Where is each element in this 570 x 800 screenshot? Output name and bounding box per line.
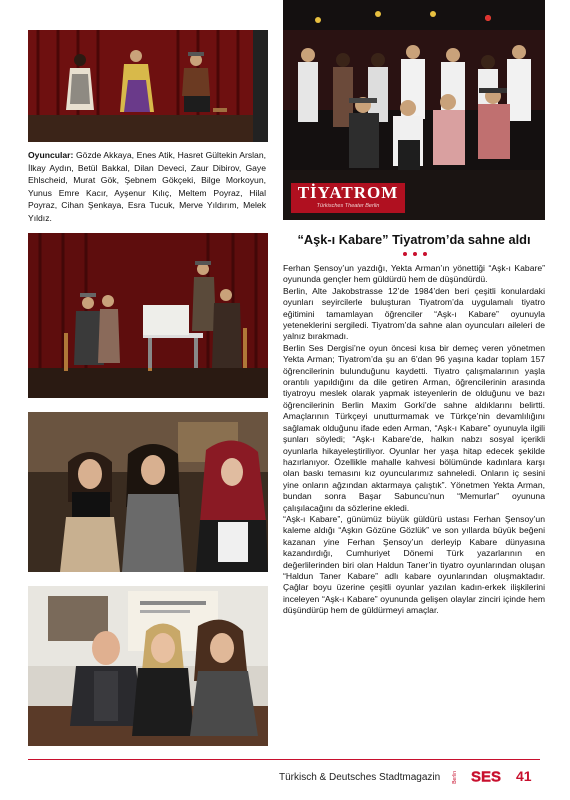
article-headline: “Aşk-ı Kabare” Tiyatrom’da sahne aldı [297,232,531,247]
logo-title: TİYATROM [297,183,399,202]
footer-berlin-label: Berlin [452,771,458,784]
photo-stage-newspaper-scene [28,233,268,398]
photo-cast-group [283,0,545,220]
article-body [283,263,545,757]
logo-subtitle: Türkisches Theater Berlin [316,203,380,209]
photo-stage-three-actors [28,30,268,142]
article-paragraph: Ferhan Şensoy’un yazdığı, Yekta Arman’ın yönettiği “Aşk-ı Kabare” oyununda gençler hem güldürdü hem de düşündürdü. [283,263,545,285]
photo-three-adults [28,586,268,746]
ses-logo [460,768,512,784]
footer-magazine-name: Türkisch & Deutsches Stadtmagazin [279,772,441,783]
article-paragraph: “Aşk-ı Kabare”, günümüz büyük güldürü ustası Ferhan Şensoy’un kaleme aldığı “Aşkın Gözüne Gözlük” ve son yıllarda büyük beğeni kazanan yine Ferhan Şensoy’un derleyip Kabare dünyasına kazandırdığı, Cumhuriyet Dönemi Türk yazarlarının en değerlilerinden biri olan Haldun Taner’in tiyatro oyunlarından oluşan “Haldun Taner Kabare” adlı kabare oyunlarından oluşmaktadır. Çağlar boyu üzerine çeşitli oyunlar yazılan kadın-erkek ilişkilerini inceleyen “Aşk-ı Kabare” oyununda gelişen olaylar zinciri içinde hem düşündürüp hem de güldürmeyi amaçlar. [283,513,545,616]
ses-logo-text: SES [470,768,502,784]
headline-divider-dots [400,251,430,257]
cast-caption [28,149,266,225]
article-paragraph: Berlin Ses Dergisi’ne oyun öncesi kısa bir demeç veren yönetmen Yekta Arman; Tiyatrom’da şu an 6’dan 96 yaşına kadar toplam 157 öğrencilerinin bulunduğunu kaydetti. Tiyatro çalışmalarının yaşla orantılı yapıldığını da dile getiren Arman, öğrencilerinin arasında tiyatroyu meslek olarak yapmak isteyenlerin de olduğunu ve bazı öğrencilerinin Berlin Maxim Gorki’de sahne aldıklarını belirtti. Amaçlarının Türkçeyi unutturmamak ve Türkçe’nin devamlılığını sağlamak olduğunu ifade eden Arman, “Aşk-ı Kabare” oyunuyla ilgili şunları söyledi; “Aşk-ı Kabare’de, halkın nabzı sosyal içerikli oyunlarla hikayeleştiriliyor. Oyunlar her yaşa hitap edecek şekilde hazırlanıyor. Özellikle mahalle kahvesi bölümünde kadınlara karşı olan baskı temasını kız oyuncularımız sahneledi. Onların iç sesini yine onların ağzından aktarmaya çalıştık”. Yönetmen Yekta Arman, bundan sonra Başar Sabuncu’nun “Memurlar” oyununa çalışılacağını da sözlerine ekledi. [283,342,545,513]
photo-three-young-women [28,412,268,572]
tiyatrom-logo [291,183,405,213]
caption-names: Gözde Akkaya, Enes Atik, Hasret Gültekin Arslan, İlkay Aydın, Betül Bakkal, Dilan Deveci, Zaur Dibirov, Gaye Ehlscheid, Murat Gök, Şebnem Gökçeki, Bilge Morkoyun, Yunus Emre Kacır, Ayşenur Kılıç, Meltem Poyraz, Hilal Poyraz, Cihan Şenkaya, Esra Tucuk, Merve Yıldırım, Melek Yıldız. [28,150,266,223]
article-paragraph: Berlin, Alte Jakobstrasse 12’de 1984’den beri çeşitli konulardaki oyunları seyircilerle buluşturan Tiyatrom’da uygulamalı tiyatro eğitimini tamamlayan öğrenciler “Aşk-ı Kabare” oyunuyla yeteneklerini sergiledi. Tiyatrom’da sahne alan oyuncuları aileleri de yalnız bırakmadı. [283,285,545,342]
caption-label: Oyuncular: [28,150,74,160]
page-number: 41 [516,768,532,784]
footer-rule [28,759,540,760]
